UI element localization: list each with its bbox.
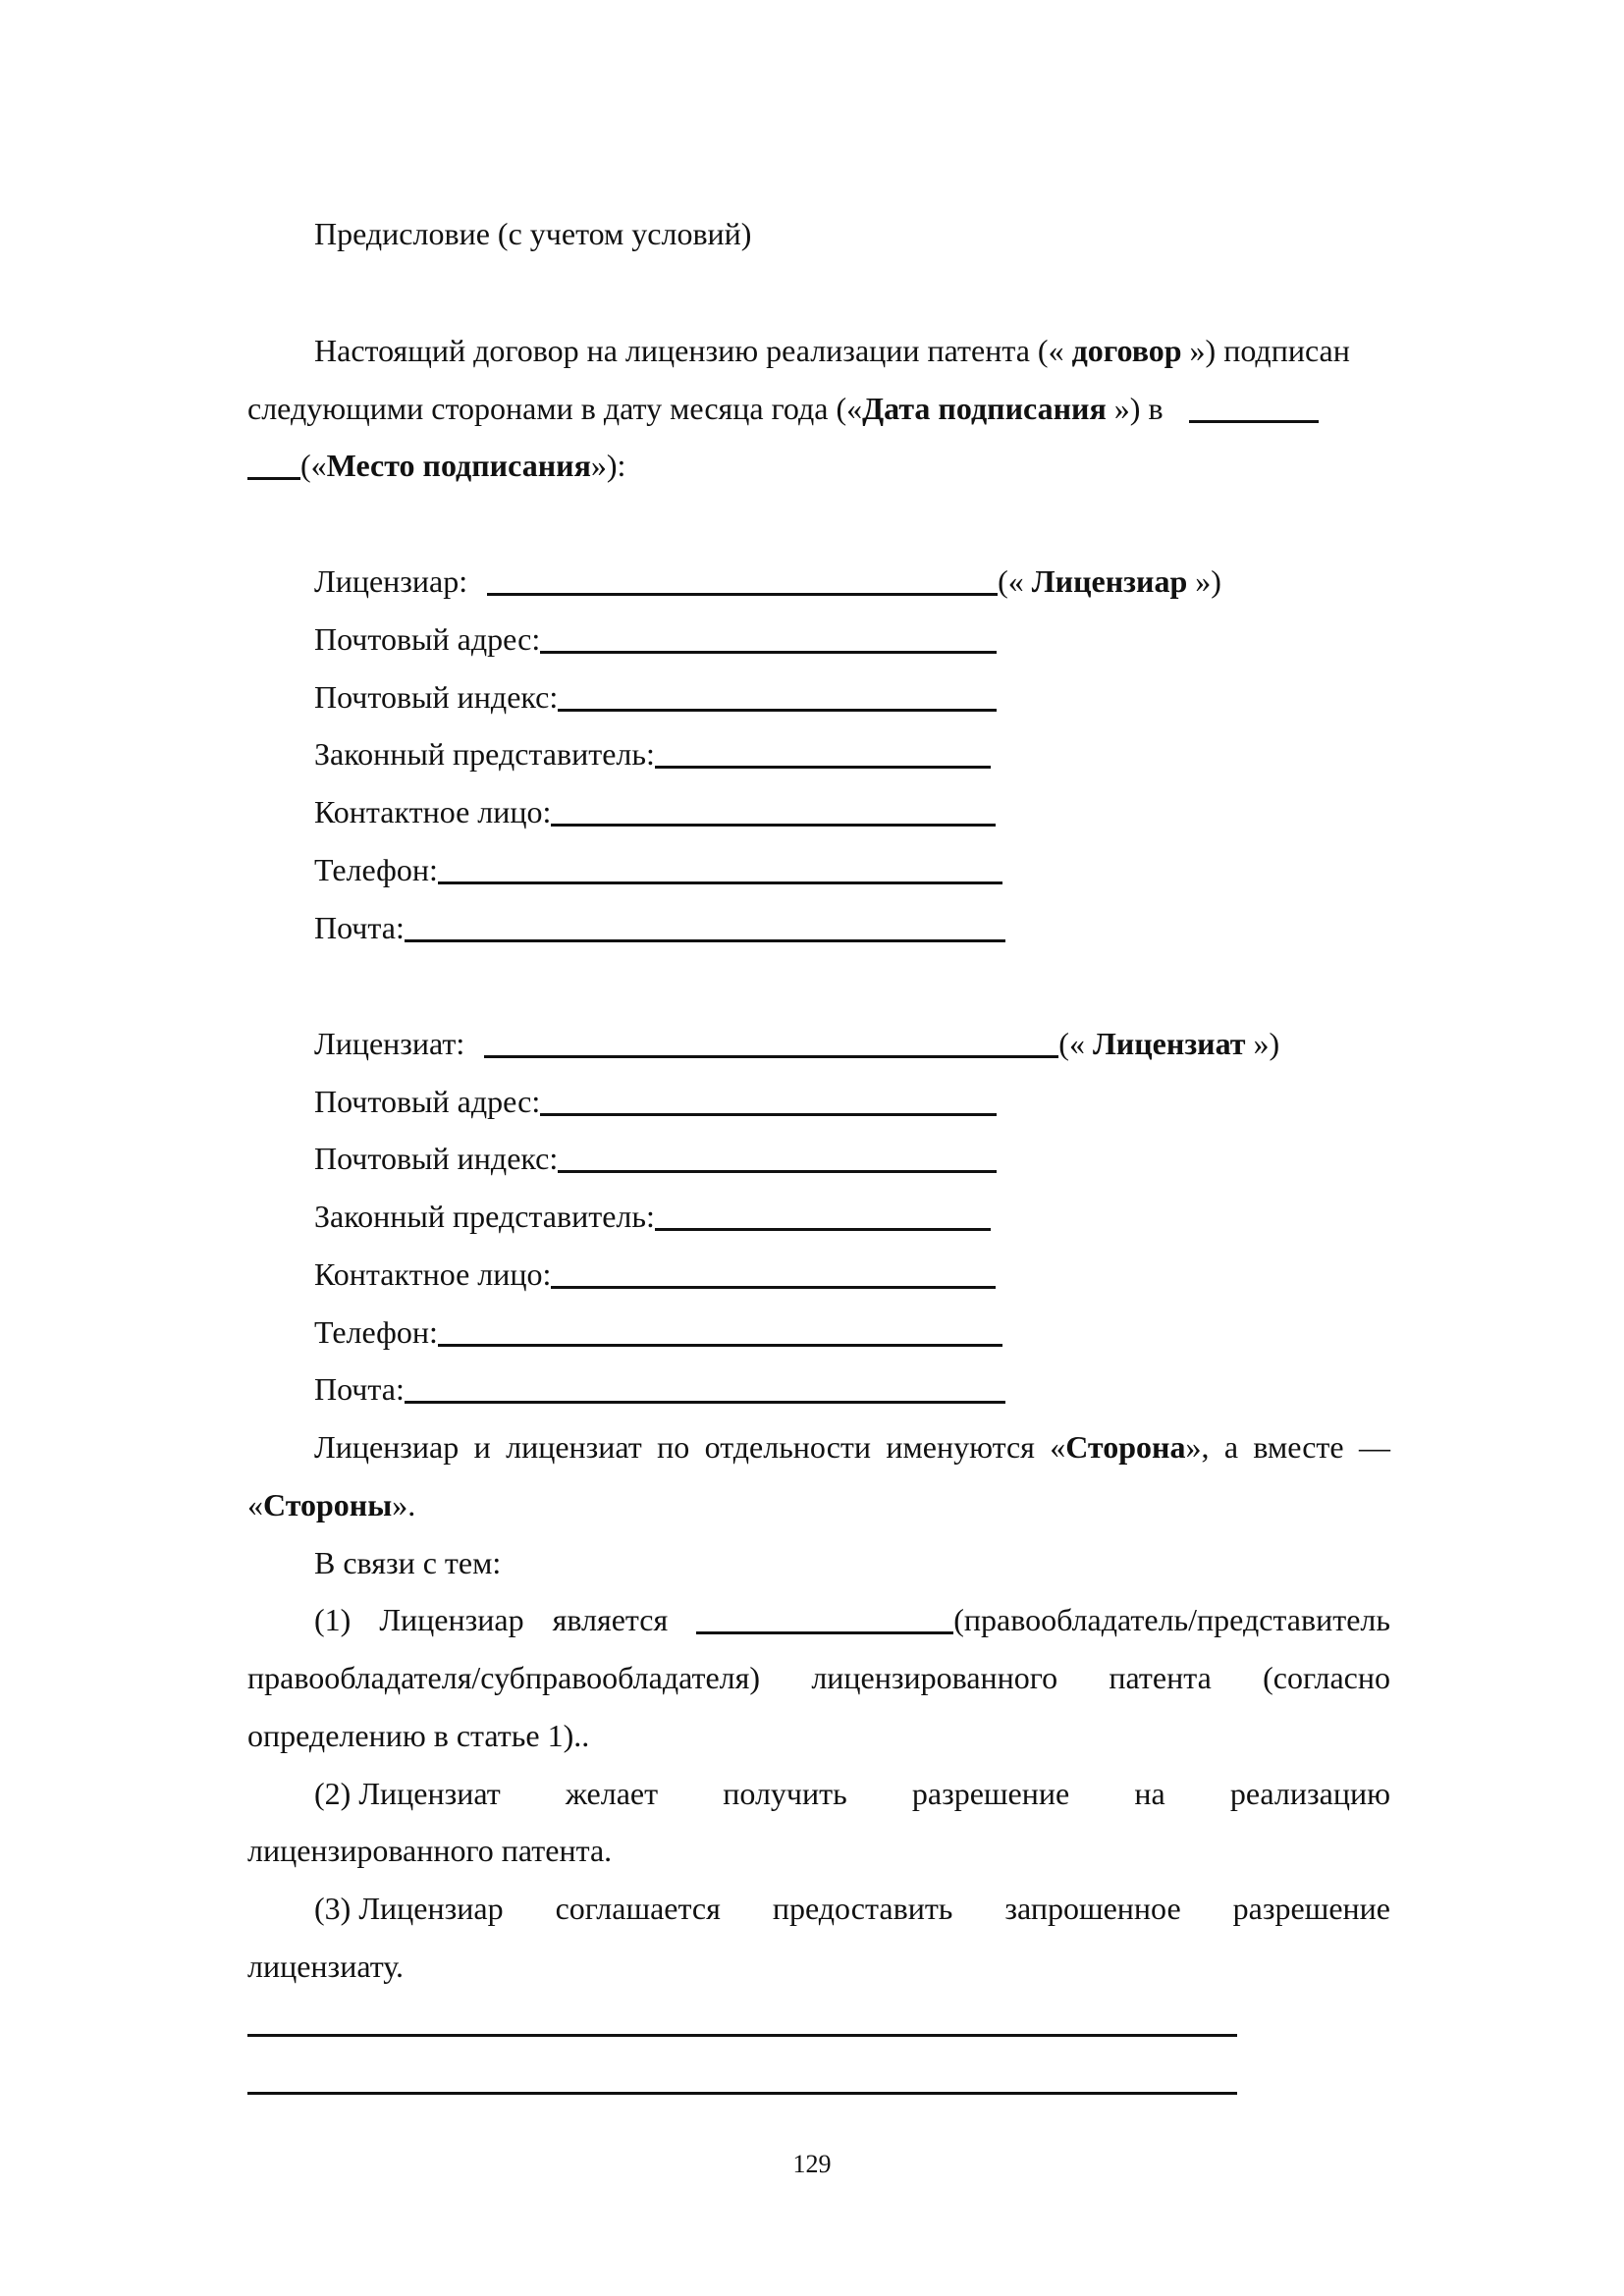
- licensor-phone: Телефон:: [314, 850, 1002, 889]
- blank-line-1[interactable]: [247, 2034, 1237, 2037]
- parties-line-1: Лицензиар и лицензиат по отдельности именуются «Сторона», а вместе —: [314, 1429, 1390, 1465]
- licensee-phone-blank[interactable]: [438, 1314, 1002, 1347]
- item-3-line-1: (3) Лицензиар соглашается предоставить запрошенное разрешение: [314, 1891, 1390, 1926]
- term-licensor: Лицензиар: [1031, 563, 1188, 599]
- licensee-phone: Телефон:: [314, 1312, 1002, 1352]
- term-contract: договор: [1071, 333, 1182, 368]
- intro-line-2: следующими сторонами в дату месяца года («Дата подписания ») в: [247, 389, 1319, 428]
- parties-line-2: «Стороны».: [247, 1487, 416, 1522]
- signing-place-blank[interactable]: [247, 448, 300, 480]
- licensor-status-blank[interactable]: [696, 1602, 953, 1634]
- licensee-postal-address-blank[interactable]: [540, 1084, 997, 1116]
- licensor-phone-blank[interactable]: [438, 852, 1002, 884]
- term-party: Сторона: [1065, 1429, 1186, 1465]
- item-1-line-1: (1) Лицензиар является (правообладатель/представитель: [314, 1602, 1390, 1637]
- licensor-email-blank[interactable]: [405, 910, 1005, 942]
- licensee-contact-blank[interactable]: [551, 1256, 996, 1289]
- licensee-legal-rep-blank[interactable]: [655, 1199, 991, 1231]
- item-2-line-2: лицензированного патента.: [247, 1833, 613, 1868]
- item-1-line-2: правообладателя/субправообладателя) лицензированного патента (согласно: [247, 1660, 1390, 1695]
- term-licensee: Лицензиат: [1092, 1026, 1246, 1061]
- term-parties: Стороны: [263, 1487, 393, 1522]
- licensor-contact: Контактное лицо:: [314, 792, 996, 831]
- licensor-line: Лицензиар: (« Лицензиар »): [314, 563, 1221, 599]
- licensor-postal-code-blank[interactable]: [558, 679, 997, 712]
- whereas-heading: В связи с тем:: [314, 1545, 502, 1580]
- intro-line-3: («Место подписания»):: [247, 446, 625, 485]
- item-2-line-1: (2) Лицензиат желает получить разрешение на реализацию: [314, 1776, 1390, 1811]
- item-1-line-3: определению в статье 1)..: [247, 1718, 590, 1753]
- licensor-legal-rep-blank[interactable]: [655, 736, 991, 769]
- licensee-legal-rep: Законный представитель:: [314, 1197, 991, 1236]
- licensee-contact: Контактное лицо:: [314, 1255, 996, 1294]
- licensor-name-blank[interactable]: [487, 563, 998, 596]
- term-signing-place: Место подписания: [326, 448, 591, 483]
- intro-line-1: Настоящий договор на лицензию реализации патента (« договор ») подписан: [314, 333, 1350, 368]
- licensee-postal-address: Почтовый адрес:: [314, 1082, 997, 1121]
- licensor-postal-address-blank[interactable]: [540, 621, 997, 654]
- licensee-email: Почта:: [314, 1369, 1005, 1409]
- blank-line-2[interactable]: [247, 2092, 1237, 2095]
- signing-date-blank[interactable]: [1189, 391, 1319, 423]
- licensor-postal-address: Почтовый адрес:: [314, 619, 997, 659]
- licensor-postal-code: Почтовый индекс:: [314, 677, 997, 717]
- licensee-name-blank[interactable]: [484, 1026, 1058, 1058]
- item-3-line-2: лицензиату.: [247, 1949, 405, 1984]
- licensor-legal-rep: Законный представитель:: [314, 734, 991, 774]
- licensee-line: Лицензиат: (« Лицензиат »): [314, 1026, 1280, 1061]
- term-signing-date: Дата подписания: [862, 391, 1107, 426]
- licensee-postal-code: Почтовый индекс:: [314, 1139, 997, 1178]
- page-number: 129: [792, 2150, 832, 2178]
- licensee-postal-code-blank[interactable]: [558, 1141, 997, 1173]
- licensor-contact-blank[interactable]: [551, 794, 996, 827]
- preface-heading: Предисловие (с учетом условий): [314, 216, 752, 251]
- licensor-email: Почта:: [314, 908, 1005, 947]
- licensee-email-blank[interactable]: [405, 1371, 1005, 1404]
